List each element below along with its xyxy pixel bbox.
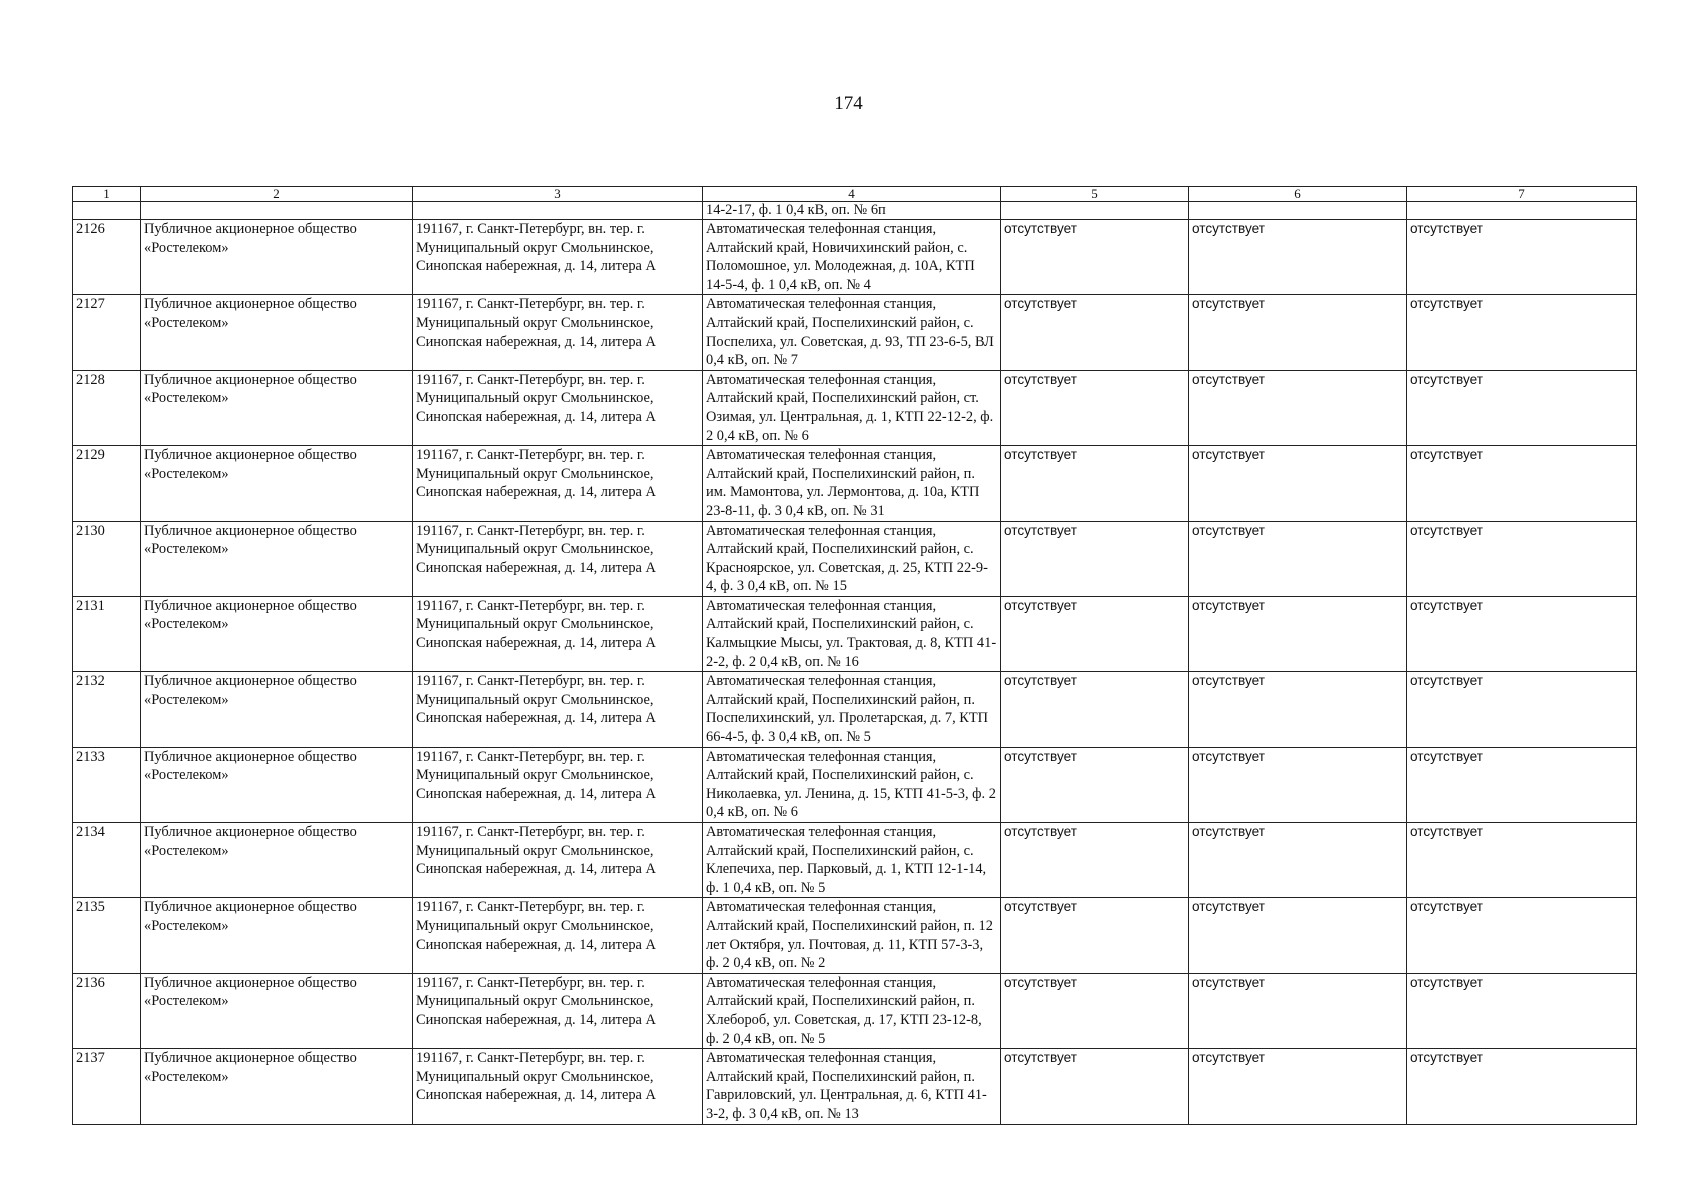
- column-header: 3: [413, 187, 703, 202]
- organization-cell: Публичное акционерное общество «Ростелеком»: [141, 521, 413, 596]
- column-header: 4: [703, 187, 1001, 202]
- address-cell: 191167, г. Санкт-Петербург, вн. тер. г. Муниципальный округ Смольнинское, Синопская набережная, д. 14, литера А: [413, 596, 703, 671]
- object-location-cell: Автоматическая телефонная станция, Алтайский край, Поспелихинский район, п. Хлебороб, ул. Советская, д. 17, КТП 23-12-8, ф. 2 0,4 кВ, оп. № 5: [703, 973, 1001, 1048]
- column-6-cell: отсутствует: [1189, 1049, 1407, 1124]
- table-row: [73, 370, 1637, 445]
- address-cell: 191167, г. Санкт-Петербург, вн. тер. г. Муниципальный округ Смольнинское, Синопская набережная, д. 14, литера А: [413, 1049, 703, 1124]
- column-6-cell: отсутствует: [1189, 973, 1407, 1048]
- column-7-cell: отсутствует: [1407, 521, 1637, 596]
- column-7-cell: отсутствует: [1407, 973, 1637, 1048]
- column-7-cell: отсутствует: [1407, 672, 1637, 747]
- column-5-cell: отсутствует: [1001, 446, 1189, 521]
- column-7-cell: отсутствует: [1407, 446, 1637, 521]
- row-number-cell: 2133: [73, 747, 141, 822]
- table-row: [73, 672, 1637, 747]
- row-number-cell: 2130: [73, 521, 141, 596]
- column-7-cell: отсутствует: [1407, 823, 1637, 898]
- row-number-cell: 2134: [73, 823, 141, 898]
- column-6-cell: отсутствует: [1189, 370, 1407, 445]
- column-5-cell: отсутствует: [1001, 973, 1189, 1048]
- register-table: [72, 186, 1637, 1125]
- column-6-cell: отсутствует: [1189, 747, 1407, 822]
- table-row: [73, 220, 1637, 295]
- column-6-cell: отсутствует: [1189, 596, 1407, 671]
- column-6-cell: отсутствует: [1189, 672, 1407, 747]
- row-number-cell: 2131: [73, 596, 141, 671]
- column-7-cell: отсутствует: [1407, 1049, 1637, 1124]
- table-row: [73, 295, 1637, 370]
- column-7-cell: отсутствует: [1407, 370, 1637, 445]
- address-cell: 191167, г. Санкт-Петербург, вн. тер. г. Муниципальный округ Смольнинское, Синопская набережная, д. 14, литера А: [413, 446, 703, 521]
- column-number-header: [73, 187, 1637, 202]
- organization-cell: Публичное акционерное общество «Ростелеком»: [141, 370, 413, 445]
- row-number-cell: 2127: [73, 295, 141, 370]
- object-location-cell: Автоматическая телефонная станция, Алтайский край, Поспелихинский район, с. Поспелиха, ул. Советская, д. 93, ТП 23-6-5, ВЛ 0,4 кВ, оп. № 7: [703, 295, 1001, 370]
- organization-cell: Публичное акционерное общество «Ростелеком»: [141, 295, 413, 370]
- row-number-cell: 2135: [73, 898, 141, 973]
- object-location-cell: Автоматическая телефонная станция, Алтайский край, Поспелихинский район, ст. Озимая, ул. Центральная, д. 1, КТП 22-12-2, ф. 2 0,4 кВ, оп. № 6: [703, 370, 1001, 445]
- column-6-cell: отсутствует: [1189, 823, 1407, 898]
- row-number-cell: 2128: [73, 370, 141, 445]
- column-5-cell: отсутствует: [1001, 220, 1189, 295]
- column-header: 6: [1189, 187, 1407, 202]
- table-row: [73, 823, 1637, 898]
- row-number-cell: 2126: [73, 220, 141, 295]
- column-6-cell: отсутствует: [1189, 898, 1407, 973]
- column-header: 5: [1001, 187, 1189, 202]
- organization-cell: Публичное акционерное общество «Ростелеком»: [141, 747, 413, 822]
- organization-cell: Публичное акционерное общество «Ростелеком»: [141, 446, 413, 521]
- object-location-cell: Автоматическая телефонная станция, Алтайский край, Поспелихинский район, с. Николаевка, ул. Ленина, д. 15, КТП 41-5-3, ф. 2 0,4 кВ, оп. № 6: [703, 747, 1001, 822]
- object-location-cell: Автоматическая телефонная станция, Алтайский край, Поспелихинский район, п. Гавриловский, ул. Центральная, д. 6, КТП 41-3-2, ф. 3 0,4 кВ, оп. № 13: [703, 1049, 1001, 1124]
- table-row: [73, 596, 1637, 671]
- organization-cell: Публичное акционерное общество «Ростелеком»: [141, 220, 413, 295]
- organization-cell: Публичное акционерное общество «Ростелеком»: [141, 596, 413, 671]
- column-6-cell: отсутствует: [1189, 295, 1407, 370]
- organization-cell: Публичное акционерное общество «Ростелеком»: [141, 823, 413, 898]
- organization-cell: Публичное акционерное общество «Ростелеком»: [141, 898, 413, 973]
- column-7-cell: отсутствует: [1407, 220, 1637, 295]
- address-cell: 191167, г. Санкт-Петербург, вн. тер. г. Муниципальный округ Смольнинское, Синопская набережная, д. 14, литера А: [413, 295, 703, 370]
- address-cell: 191167, г. Санкт-Петербург, вн. тер. г. Муниципальный округ Смольнинское, Синопская набережная, д. 14, литера А: [413, 521, 703, 596]
- column-5-cell: отсутствует: [1001, 1049, 1189, 1124]
- address-cell: 191167, г. Санкт-Петербург, вн. тер. г. Муниципальный округ Смольнинское, Синопская набережная, д. 14, литера А: [413, 370, 703, 445]
- column-header: 1: [73, 187, 141, 202]
- address-cell: 191167, г. Санкт-Петербург, вн. тер. г. Муниципальный округ Смольнинское, Синопская набережная, д. 14, литера А: [413, 220, 703, 295]
- object-location-cell: Автоматическая телефонная станция, Алтайский край, Поспелихинский район, с. Калмыцкие Мысы, ул. Трактовая, д. 8, КТП 41-2-2, ф. 2 0,4 кВ, оп. № 16: [703, 596, 1001, 671]
- column-5-cell: отсутствует: [1001, 370, 1189, 445]
- column-5-cell: отсутствует: [1001, 672, 1189, 747]
- column-7-cell: отсутствует: [1407, 596, 1637, 671]
- column-7-cell: отсутствует: [1407, 747, 1637, 822]
- column-5-cell: отсутствует: [1001, 823, 1189, 898]
- row-number-cell: 2136: [73, 973, 141, 1048]
- organization-cell: Публичное акционерное общество «Ростелеком»: [141, 672, 413, 747]
- column-7-cell: отсутствует: [1407, 898, 1637, 973]
- address-cell: 191167, г. Санкт-Петербург, вн. тер. г. Муниципальный округ Смольнинское, Синопская набережная, д. 14, литера А: [413, 747, 703, 822]
- column-6-cell: отсутствует: [1189, 521, 1407, 596]
- organization-cell: Публичное акционерное общество «Ростелеком»: [141, 973, 413, 1048]
- table-row: [73, 747, 1637, 822]
- address-cell: 191167, г. Санкт-Петербург, вн. тер. г. Муниципальный округ Смольнинское, Синопская набережная, д. 14, литера А: [413, 973, 703, 1048]
- table-row: [73, 521, 1637, 596]
- address-cell: 191167, г. Санкт-Петербург, вн. тер. г. Муниципальный округ Смольнинское, Синопская набережная, д. 14, литера А: [413, 672, 703, 747]
- address-cell: 191167, г. Санкт-Петербург, вн. тер. г. Муниципальный округ Смольнинское, Синопская набережная, д. 14, литера А: [413, 898, 703, 973]
- column-6-cell: отсутствует: [1189, 220, 1407, 295]
- column-header: 7: [1407, 187, 1637, 202]
- object-location-cell: Автоматическая телефонная станция, Алтайский край, Поспелихинский район, п. 12 лет Октября, ул. Почтовая, д. 11, КТП 57-3-3, ф. 2 0,4 кВ, оп. № 2: [703, 898, 1001, 973]
- continuation-row: [73, 202, 1637, 220]
- continuation-object-cell: 14-2-17, ф. 1 0,4 кВ, оп. № 6п: [703, 202, 1001, 220]
- column-header: 2: [141, 187, 413, 202]
- table-row: [73, 1049, 1637, 1124]
- column-6-cell: отсутствует: [1189, 446, 1407, 521]
- column-7-cell: отсутствует: [1407, 295, 1637, 370]
- object-location-cell: Автоматическая телефонная станция, Алтайский край, Новичихинский район, с. Поломошное, ул. Молодежная, д. 10А, КТП 14-5-4, ф. 1 0,4 кВ, оп. № 4: [703, 220, 1001, 295]
- table-row: [73, 446, 1637, 521]
- page-number: 174: [834, 93, 863, 114]
- object-location-cell: Автоматическая телефонная станция, Алтайский край, Поспелихинский район, с. Красноярское, ул. Советская, д. 25, КТП 22-9-4, ф. 3 0,4 кВ, оп. № 15: [703, 521, 1001, 596]
- address-cell: 191167, г. Санкт-Петербург, вн. тер. г. Муниципальный округ Смольнинское, Синопская набережная, д. 14, литера А: [413, 823, 703, 898]
- row-number-cell: 2137: [73, 1049, 141, 1124]
- column-5-cell: отсутствует: [1001, 747, 1189, 822]
- column-5-cell: отсутствует: [1001, 596, 1189, 671]
- object-location-cell: Автоматическая телефонная станция, Алтайский край, Поспелихинский район, п. им. Мамонтова, ул. Лермонтова, д. 10а, КТП 23-8-11, ф. 3 0,4 кВ, оп. № 31: [703, 446, 1001, 521]
- row-number-cell: 2129: [73, 446, 141, 521]
- row-number-cell: 2132: [73, 672, 141, 747]
- column-5-cell: отсутствует: [1001, 295, 1189, 370]
- organization-cell: Публичное акционерное общество «Ростелеком»: [141, 1049, 413, 1124]
- table-row: [73, 898, 1637, 973]
- column-5-cell: отсутствует: [1001, 521, 1189, 596]
- object-location-cell: Автоматическая телефонная станция, Алтайский край, Поспелихинский район, п. Поспелихинский, ул. Пролетарская, д. 7, КТП 66-4-5, ф. 3 0,4 кВ, оп. № 5: [703, 672, 1001, 747]
- table-row: [73, 973, 1637, 1048]
- column-5-cell: отсутствует: [1001, 898, 1189, 973]
- object-location-cell: Автоматическая телефонная станция, Алтайский край, Поспелихинский район, с. Клепечиха, пер. Парковый, д. 1, КТП 12-1-14, ф. 1 0,4 кВ, оп. № 5: [703, 823, 1001, 898]
